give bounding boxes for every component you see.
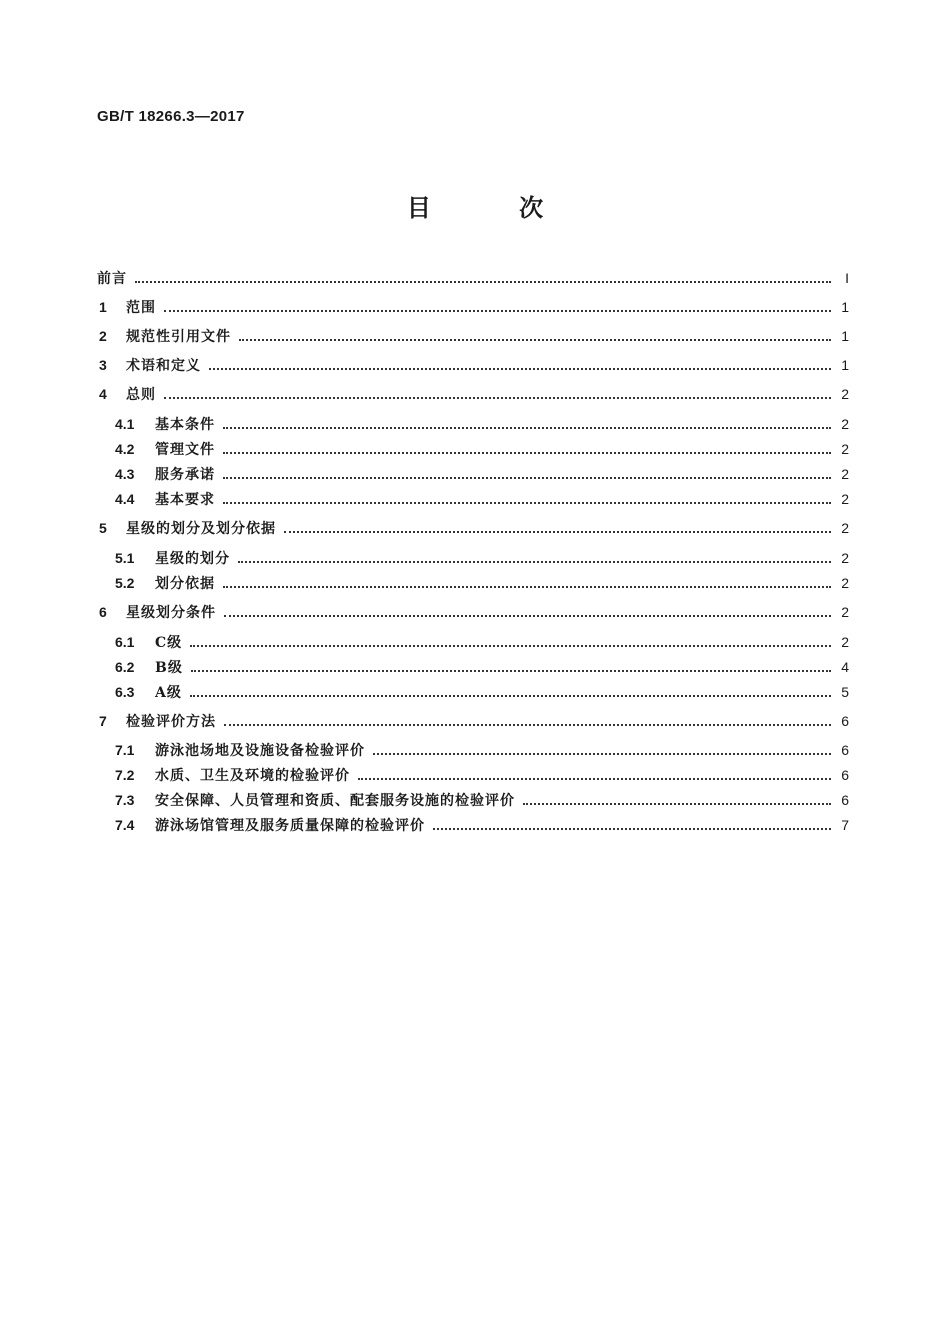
toc-entry-page: 2 (841, 466, 849, 482)
toc-entry-label: 服务承诺 (155, 467, 215, 483)
toc-entry-label: 游泳场馆管理及服务质量保障的检验评价 (155, 818, 425, 834)
dot-leader (164, 309, 831, 312)
toc-entry[interactable] (97, 516, 849, 540)
toc-entry-number: 5.1 (115, 550, 135, 566)
toc-entry[interactable] (115, 571, 849, 595)
toc-entry-label: 划分依据 (155, 576, 215, 592)
toc-entry-page: I (845, 270, 849, 286)
dot-leader (284, 530, 831, 533)
toc-entry-label: 安全保障、人员管理和资质、配套服务设施的检验评价 (155, 793, 515, 809)
toc-entry[interactable] (97, 295, 849, 319)
toc-entry-number: 6.1 (115, 634, 135, 650)
toc-entry-number: 4.3 (115, 466, 135, 482)
dot-leader (523, 802, 831, 805)
toc-entry[interactable] (115, 462, 849, 486)
toc-entry[interactable] (97, 353, 849, 377)
dot-leader (223, 476, 831, 479)
toc-entry-label: C级 (155, 635, 183, 651)
dot-leader (223, 585, 831, 588)
toc-entry-page: 7 (841, 817, 849, 833)
toc-entry-number: 4 (99, 386, 107, 402)
toc-entry[interactable] (115, 738, 849, 762)
toc-entry[interactable] (97, 324, 849, 348)
dot-leader (190, 694, 831, 697)
toc-entry[interactable] (115, 437, 849, 461)
toc-entry-page: 1 (841, 328, 849, 344)
toc-entry-page: 2 (841, 575, 849, 591)
toc-entry[interactable] (115, 655, 849, 679)
toc-entry-label: 检验评价方法 (126, 714, 216, 730)
page-title: 目 次 (406, 193, 584, 222)
toc-entry[interactable] (97, 600, 849, 624)
toc-entry-page: 2 (841, 550, 849, 566)
toc-entry[interactable] (115, 630, 849, 654)
toc-entry[interactable] (115, 412, 849, 436)
toc-entry-page: 2 (841, 604, 849, 620)
toc-entry-label: 星级的划分及划分依据 (126, 521, 276, 537)
dot-leader (223, 501, 831, 504)
toc-entry-number: 3 (99, 357, 107, 373)
toc-entry-number: 6.3 (115, 684, 135, 700)
dot-leader (358, 777, 831, 780)
toc-entry-label: 水质、卫生及环境的检验评价 (155, 768, 350, 784)
toc-entry-number: 6.2 (115, 659, 135, 675)
toc-entry[interactable] (115, 546, 849, 570)
toc-entry-label: 基本条件 (155, 417, 215, 433)
toc-entry-label: 前言 (97, 271, 127, 287)
toc-entry-number: 7.2 (115, 767, 135, 783)
toc-entry-number: 1 (99, 299, 107, 315)
dot-leader (190, 644, 831, 647)
toc-entry-page: 1 (841, 299, 849, 315)
toc-entry-page: 6 (841, 792, 849, 808)
toc-entry[interactable] (115, 788, 849, 812)
dot-leader (239, 338, 831, 341)
toc-entry-label: 总则 (126, 387, 156, 403)
toc-entry-page: 2 (841, 520, 849, 536)
toc-entry-number: 7 (99, 713, 107, 729)
toc-entry-number: 4.4 (115, 491, 135, 507)
toc-entry-label: 基本要求 (155, 492, 215, 508)
dot-leader (223, 426, 831, 429)
toc-entry-number: 5 (99, 520, 107, 536)
toc-entry-page: 6 (841, 713, 849, 729)
toc-entry[interactable] (115, 680, 849, 704)
dot-leader (191, 669, 831, 672)
toc-entry-page: 1 (841, 357, 849, 373)
dot-leader (223, 451, 831, 454)
toc-entry[interactable] (97, 709, 849, 733)
toc-entry-number: 6 (99, 604, 107, 620)
toc-entry-label: A级 (155, 685, 182, 701)
standard-number: GB/T 18266.3—2017 (97, 108, 245, 125)
toc-entry-label: 管理文件 (155, 442, 215, 458)
toc-entry-page: 2 (841, 441, 849, 457)
toc-entry-number: 2 (99, 328, 107, 344)
toc-entry-page: 2 (841, 634, 849, 650)
toc-entry-page: 6 (841, 742, 849, 758)
toc-entry[interactable] (97, 382, 849, 406)
toc-entry[interactable] (115, 487, 849, 511)
toc-entry-page: 6 (841, 767, 849, 783)
toc-entry-number: 4.1 (115, 416, 135, 432)
toc-entry[interactable] (115, 813, 849, 837)
dot-leader (224, 614, 831, 617)
dot-leader (224, 723, 831, 726)
toc-entry-page: 5 (841, 684, 849, 700)
toc-entry-label: 范围 (126, 300, 156, 316)
toc-entry-label: 术语和定义 (126, 358, 201, 374)
toc-entry-number: 7.1 (115, 742, 135, 758)
toc-entry-label: 游泳池场地及设施设备检验评价 (155, 743, 365, 759)
toc-entry-number: 5.2 (115, 575, 135, 591)
toc-entry-page: 2 (841, 386, 849, 402)
toc-entry-number: 7.3 (115, 792, 135, 808)
toc-entry-label: B级 (155, 660, 183, 676)
toc-entry-page: 4 (841, 659, 849, 675)
dot-leader (373, 752, 831, 755)
toc-entry-page: 2 (841, 491, 849, 507)
toc-entry-page: 2 (841, 416, 849, 432)
toc-entry[interactable] (115, 763, 849, 787)
toc-entry-number: 4.2 (115, 441, 135, 457)
dot-leader (209, 367, 831, 370)
dot-leader (164, 396, 831, 399)
toc-entry-label: 星级划分条件 (126, 605, 216, 621)
dot-leader (238, 560, 831, 563)
toc-entry-label: 规范性引用文件 (126, 329, 231, 345)
toc-entry-number: 7.4 (115, 817, 135, 833)
toc-entry[interactable] (97, 266, 849, 290)
dot-leader (433, 827, 831, 830)
toc-entry-label: 星级的划分 (155, 551, 230, 567)
dot-leader (135, 280, 831, 283)
